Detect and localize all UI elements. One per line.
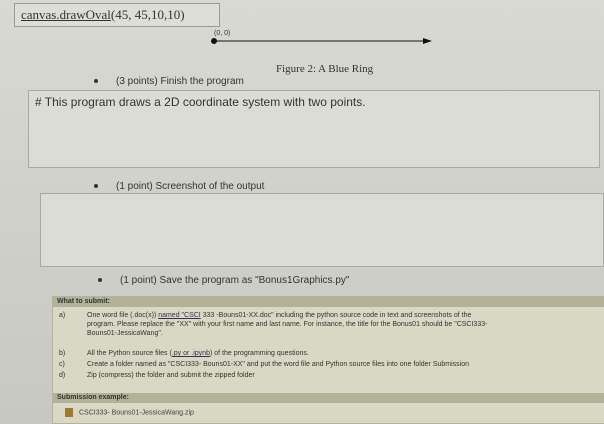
requirement-link[interactable]: .py or .ipynb (171, 350, 210, 357)
requirement-text: 333 -Bouns01-XX.doc" including the python source code in text and screenshots of the (200, 312, 472, 319)
requirement-text: program. Please replace the "XX" with your first name and last name. For instance, the title for the Bonus01 should be "CSCI333- (87, 321, 488, 328)
requirement-a (59, 311, 567, 338)
origin-label: (0, 0) (214, 30, 231, 37)
task-bullet-1 (94, 76, 244, 87)
requirement-label: b) (59, 350, 66, 357)
requirement-text: Zip (compress) the folder and submit the zipped folder (87, 372, 255, 379)
submission-header: What to submit: (53, 297, 604, 307)
example-zip-file (65, 408, 194, 417)
requirement-text: All the Python source files ( (87, 350, 172, 357)
bullet-dot (98, 278, 102, 282)
requirement-text: ) of the programming questions. (209, 350, 309, 357)
task-text: (3 points) Finish the program (116, 76, 244, 87)
code-snippet (14, 3, 220, 27)
code-method: canvas.drawOval (21, 7, 111, 22)
submission-box (52, 296, 604, 424)
requirement-c (59, 360, 567, 369)
zip-file-icon (65, 408, 73, 417)
x-axis-arrow (210, 36, 432, 46)
answer-text: # This program draws a 2D coordinate system with two points. (35, 95, 366, 109)
requirement-label: c) (59, 361, 65, 368)
submission-example-header: Submission example: (53, 393, 604, 403)
example-file-name: CSCI333- Bouns01-JessicaWang.zip (79, 409, 194, 417)
bullet-dot (94, 79, 98, 83)
requirement-link[interactable]: named "CSCI (158, 312, 201, 319)
task-text: (1 point) Save the program as "Bonus1Graphics.py" (120, 275, 350, 286)
requirement-text: Create a folder named as "CSCI333- Bouns01-XX" and put the word file and Python source files into one folder Submission (87, 361, 470, 368)
screenshot-answer-box[interactable] (40, 193, 604, 267)
requirement-text: Bouns01-JessicaWang". (87, 330, 163, 337)
requirement-label: a) (59, 312, 66, 319)
figure-caption: Figure 2: A Blue Ring (276, 63, 374, 75)
code-args: (45, 45,10,10) (110, 7, 185, 22)
program-answer-box[interactable] (28, 90, 600, 168)
requirement-label: d) (59, 372, 66, 379)
requirement-d (59, 371, 567, 380)
task-text: (1 point) Screenshot of the output (116, 181, 265, 192)
requirement-text: One word file (.doc(x)) (87, 312, 159, 319)
task-bullet-3 (98, 275, 349, 286)
bullet-dot (94, 184, 98, 188)
task-bullet-2 (94, 181, 264, 192)
requirement-b (59, 349, 567, 358)
